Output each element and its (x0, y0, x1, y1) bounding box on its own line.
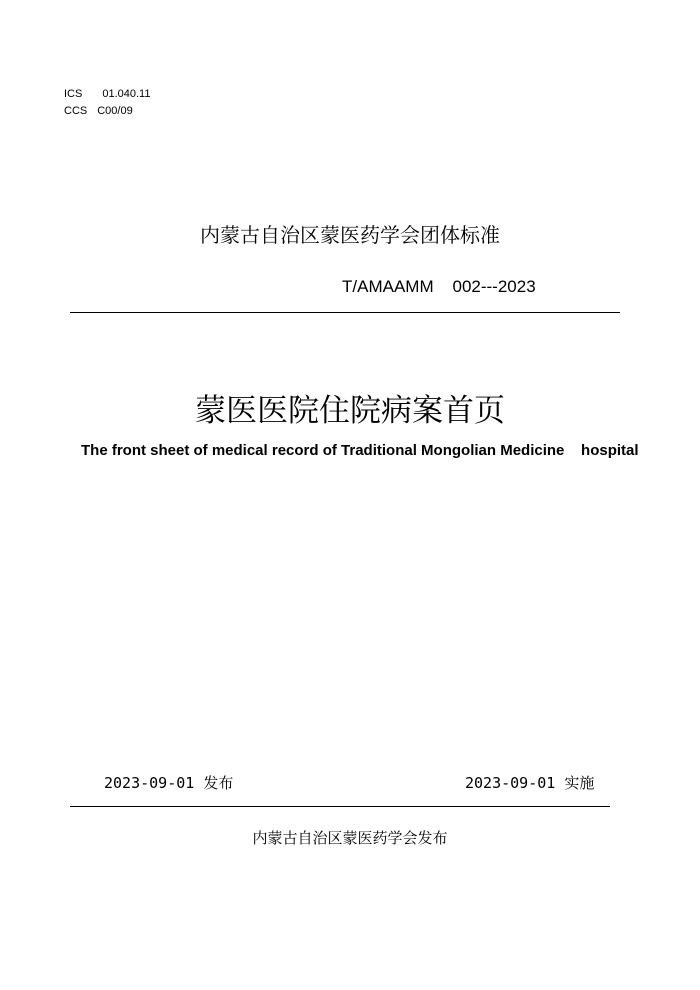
organization-standard-title: 内蒙古自治区蒙医药学会团体标准 (200, 223, 500, 247)
document-title-cn: 蒙医医院住院病案首页 (195, 393, 505, 429)
ccs-line (64, 105, 133, 117)
document-title-en: The front sheet of medical record of Traditional Mongolian Medicine hospital (81, 442, 639, 459)
release-date: 2023-09-01 发布 (104, 774, 234, 792)
ics-line (64, 88, 150, 100)
ccs-code: C00/09 (97, 105, 133, 117)
standard-number: T/AMAAMM 002---2023 (342, 277, 536, 296)
ics-code: 01.040.11 (102, 88, 151, 100)
ics-label: ICS (64, 88, 83, 100)
bottom-divider (70, 806, 610, 807)
implement-date: 2023-09-01 实施 (465, 774, 595, 792)
ccs-label: CCS (64, 105, 88, 117)
publisher: 内蒙古自治区蒙医药学会发布 (252, 829, 448, 847)
top-divider (70, 312, 620, 313)
